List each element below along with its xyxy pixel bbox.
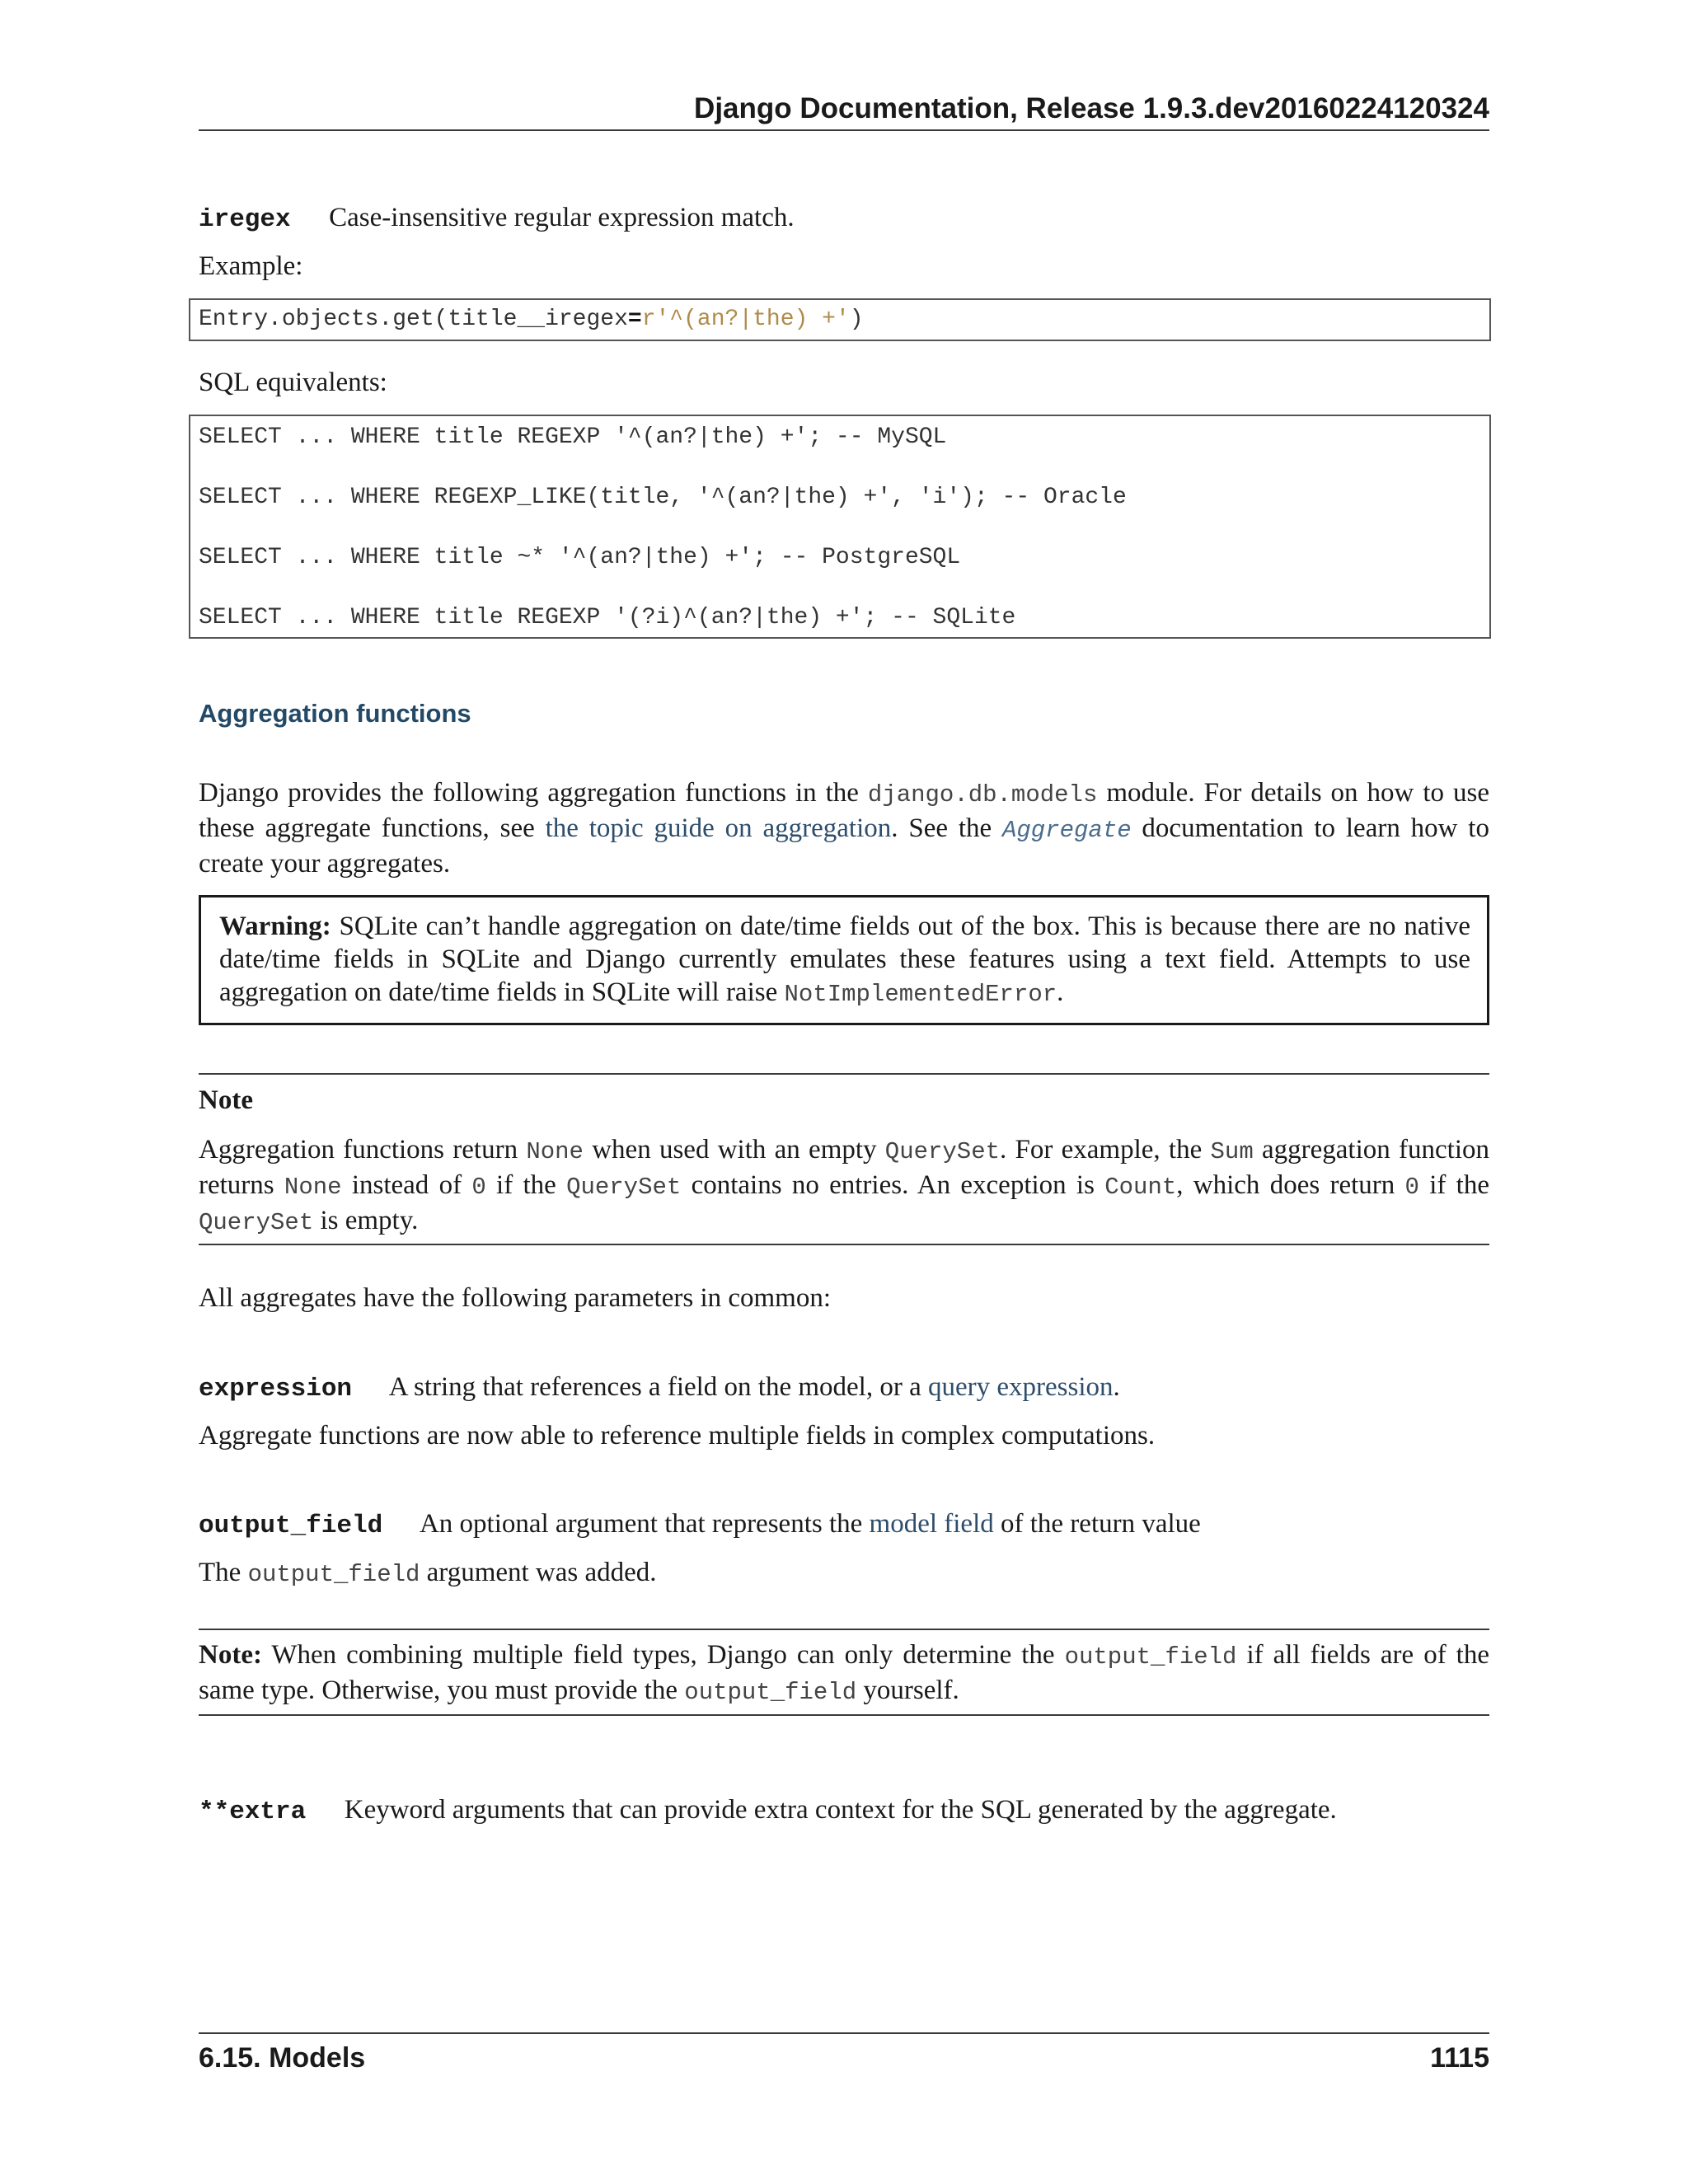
iregex-definition	[199, 201, 795, 237]
running-header: Django Documentation, Release 1.9.3.dev20160224120324	[694, 92, 1489, 124]
sql-code-block	[189, 415, 1491, 639]
page-number: 1115	[1430, 2042, 1489, 2074]
output-field-added: The output_field argument was added.	[199, 1558, 657, 1588]
iregex-description: Case-insensitive regular expression match.	[329, 203, 795, 232]
expression-term: expression	[199, 1375, 353, 1404]
warning-text: Warning: SQLite can’t handle aggregation on date/time fields out of the box. This is because there are no native date/time fields in SQLite and Django currently emulates these features using a text field. Attempts to use aggregation on date/time fields in SQLite will raise NotImplementedError.	[219, 912, 1470, 1008]
query-expression-link[interactable]: query expression	[927, 1372, 1114, 1402]
sql-line-postgresql: SELECT ... WHERE title ~* '^(an?|the) +'; -- PostgreSQL	[199, 545, 961, 570]
expression-definition: expression A string that references a field on the model, or a query expression.	[199, 1372, 1120, 1404]
note-bottom-rule	[199, 1244, 1489, 1245]
extra-term: **extra	[199, 1797, 307, 1826]
aggregation-intro: Django provides the following aggregation functions in the django.db.models module. For details on how to use these aggregate functions, see the topic guide on aggregation. See the Aggregate documentation to learn how to create your aggregates.	[199, 778, 1489, 879]
header-rule	[199, 129, 1489, 131]
example-code-line: Entry.objects.get(title__iregex=r'^(an?|the) +')	[199, 307, 864, 332]
sql-equivalents-label: SQL equivalents:	[199, 368, 387, 397]
warning-label: Warning:	[219, 912, 331, 941]
footer-section: 6.15. Models	[199, 2042, 366, 2074]
model-field-link[interactable]: model field	[869, 1509, 994, 1539]
extra-description: Keyword arguments that can provide extra context for the SQL generated by the aggregate.	[344, 1795, 1337, 1825]
note-body: Aggregation functions return None when used with an empty QuerySet. For example, the Sum aggregation function returns None instead of 0 if the QuerySet contains no entries. An exception is Count, which does return 0 if the QuerySet is empty.	[199, 1135, 1489, 1236]
params-intro: All aggregates have the following parameters in common:	[199, 1283, 832, 1313]
iregex-term: iregex	[199, 205, 291, 234]
extra-definition	[199, 1793, 1337, 1829]
warning-box	[199, 895, 1489, 1025]
section-heading: Aggregation functions	[199, 699, 471, 728]
note2-label: Note:	[199, 1640, 262, 1670]
topic-guide-link[interactable]: the topic guide on aggregation	[545, 813, 892, 843]
note2-body: Note: When combining multiple field types, Django can only determine the output_field if all fields are of the same type. Otherwise, you must provide the output_field yourself.	[199, 1640, 1489, 1706]
output-field-term: output_field	[199, 1511, 383, 1540]
note2-bottom-rule	[199, 1714, 1489, 1716]
example-label: Example:	[199, 251, 303, 281]
sql-line-oracle: SELECT ... WHERE REGEXP_LIKE(title, '^(an?|the) +', 'i'); -- Oracle	[199, 485, 1127, 510]
note-title: Note	[199, 1085, 253, 1115]
sql-line-sqlite: SELECT ... WHERE title REGEXP '(?i)^(an?|the) +'; -- SQLite	[199, 605, 1016, 630]
sql-line-mysql: SELECT ... WHERE title REGEXP '^(an?|the) +'; -- MySQL	[199, 424, 947, 450]
footer-rule	[199, 2032, 1489, 2034]
note-top-rule	[199, 1073, 1489, 1075]
example-code-block	[189, 298, 1491, 341]
aggregate-link[interactable]: Aggregate	[1001, 817, 1132, 844]
note2-top-rule	[199, 1629, 1489, 1630]
expression-extra: Aggregate functions are now able to reference multiple fields in complex computations.	[199, 1421, 1156, 1451]
output-field-definition: output_field An optional argument that represents the model field of the return value	[199, 1509, 1201, 1540]
